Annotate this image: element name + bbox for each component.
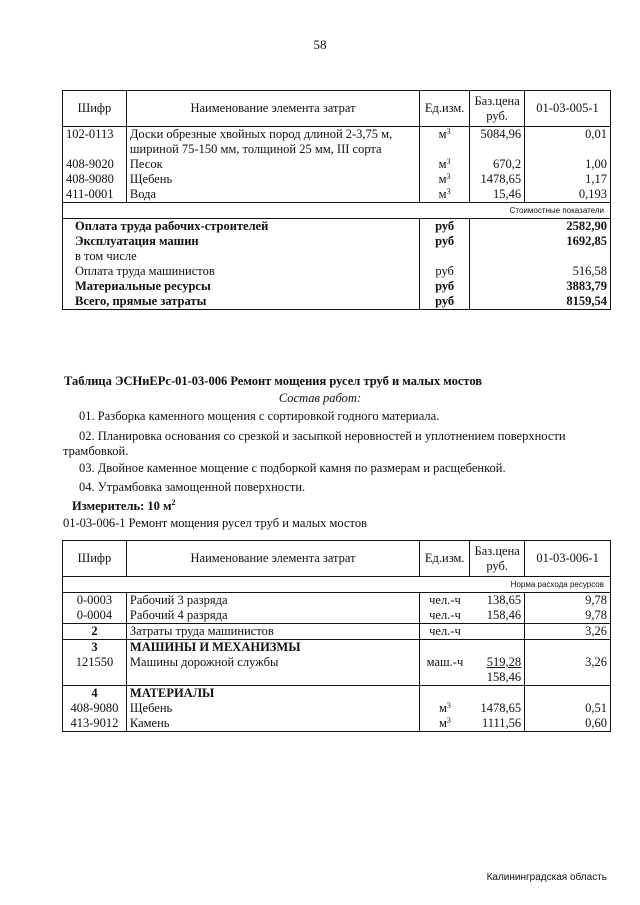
table-row: 411-0001 Вода $м^3$ 15,46 0,193 <box>63 187 611 203</box>
header-price: Баз.цена руб. <box>470 541 525 577</box>
header-norm: 01-03-005-1 <box>525 91 611 127</box>
work-item: 02. Планировка основания со срезкой и засыпкой неровностей и уплотнением поверхности <box>79 429 566 443</box>
table-row: 121550 Машины дорожной службы маш.-ч 519,28 158,46 3,26 <box>63 655 611 686</box>
table-row: 0-0003 Рабочий 3 разряда чел.-ч 138,65 9,78 <box>63 593 611 609</box>
meter-label: Измеритель: 10 $м^2$ <box>72 498 176 513</box>
summary-row: Материальные ресурсы руб 3883,79 <box>75 279 607 293</box>
summary-row: в том числе <box>63 249 611 264</box>
table-row: 408-9080 Щебень $м^3$ 1478,65 0,51 <box>63 701 611 716</box>
section-title: Таблица ЭСНиЕРс-01-03-006 Ремонт мощения русел труб и малых мостов <box>64 374 483 388</box>
header-name: Наименование элемента затрат <box>126 91 419 127</box>
summary-row: Эксплуатация машин руб 1692,85 <box>75 234 607 248</box>
cost-indicators-row: Стоимостные показатели <box>63 203 611 219</box>
summary-row: Оплата труда машинистов руб 516,58 <box>75 264 607 278</box>
work-item: трамбовкой. <box>63 444 129 458</box>
table-header <box>63 541 611 577</box>
work-item: 04. Утрамбовка замощенной поверхности. <box>79 480 306 494</box>
footer-region: Калининградская область <box>486 872 607 883</box>
page-number: 58 <box>313 37 327 52</box>
header-name: Наименование элемента затрат <box>126 541 419 577</box>
header-price: Баз.цена руб. <box>470 91 525 127</box>
table-row: 2 Затраты труда машинистов чел.-ч 3,26 <box>63 624 611 640</box>
table-row: 3 МАШИНЫ И МЕХАНИЗМЫ <box>63 640 611 656</box>
composition-label: Состав работ: <box>278 391 362 405</box>
table-header <box>63 91 611 127</box>
table-row: 408-9080 Щебень $м^3$ 1478,65 1,17 <box>63 172 611 187</box>
table-row: 0-0004 Рабочий 4 разряда чел.-ч 158,46 9,78 <box>63 608 611 624</box>
table-row: 413-9012 Камень $м^3$ 1111,56 0,60 <box>63 716 611 732</box>
work-item: 03. Двойное каменное мощение с подборкой камня по размерам и расщебенкой. <box>79 461 506 475</box>
resources-table-2 <box>62 540 611 732</box>
norm-label-row: Норма расхода ресурсов <box>63 577 611 593</box>
table-row: 4 МАТЕРИАЛЫ <box>63 686 611 702</box>
table-row: 102-0113 Доски обрезные хвойных пород длиной 2-3,75 м, шириной 75-150 мм, толщиной 25 мм, III сорта $м^3$ 5084,96 0,01 <box>63 127 611 158</box>
header-unit: Ед.изм. <box>420 91 470 127</box>
work-item: 01. Разборка каменного мощения с сортировкой годного материала. <box>79 409 440 423</box>
resources-table-1 <box>62 90 611 310</box>
item-line: 01-03-006-1 Ремонт мощения русел труб и малых мостов <box>63 516 367 530</box>
summary-row: Оплата труда рабочих-строителей руб 2582,90 <box>63 219 611 235</box>
header-code: Шифр <box>77 551 112 565</box>
header-unit: Ед.изм. <box>420 541 470 577</box>
header-norm: 01-03-006-1 <box>525 541 611 577</box>
table-row: 408-9020 Песок $м^3$ 670,2 1,00 <box>63 157 611 172</box>
summary-row: Всего, прямые затраты руб 8159,54 <box>75 294 607 308</box>
header-code: Шифр <box>77 101 112 115</box>
